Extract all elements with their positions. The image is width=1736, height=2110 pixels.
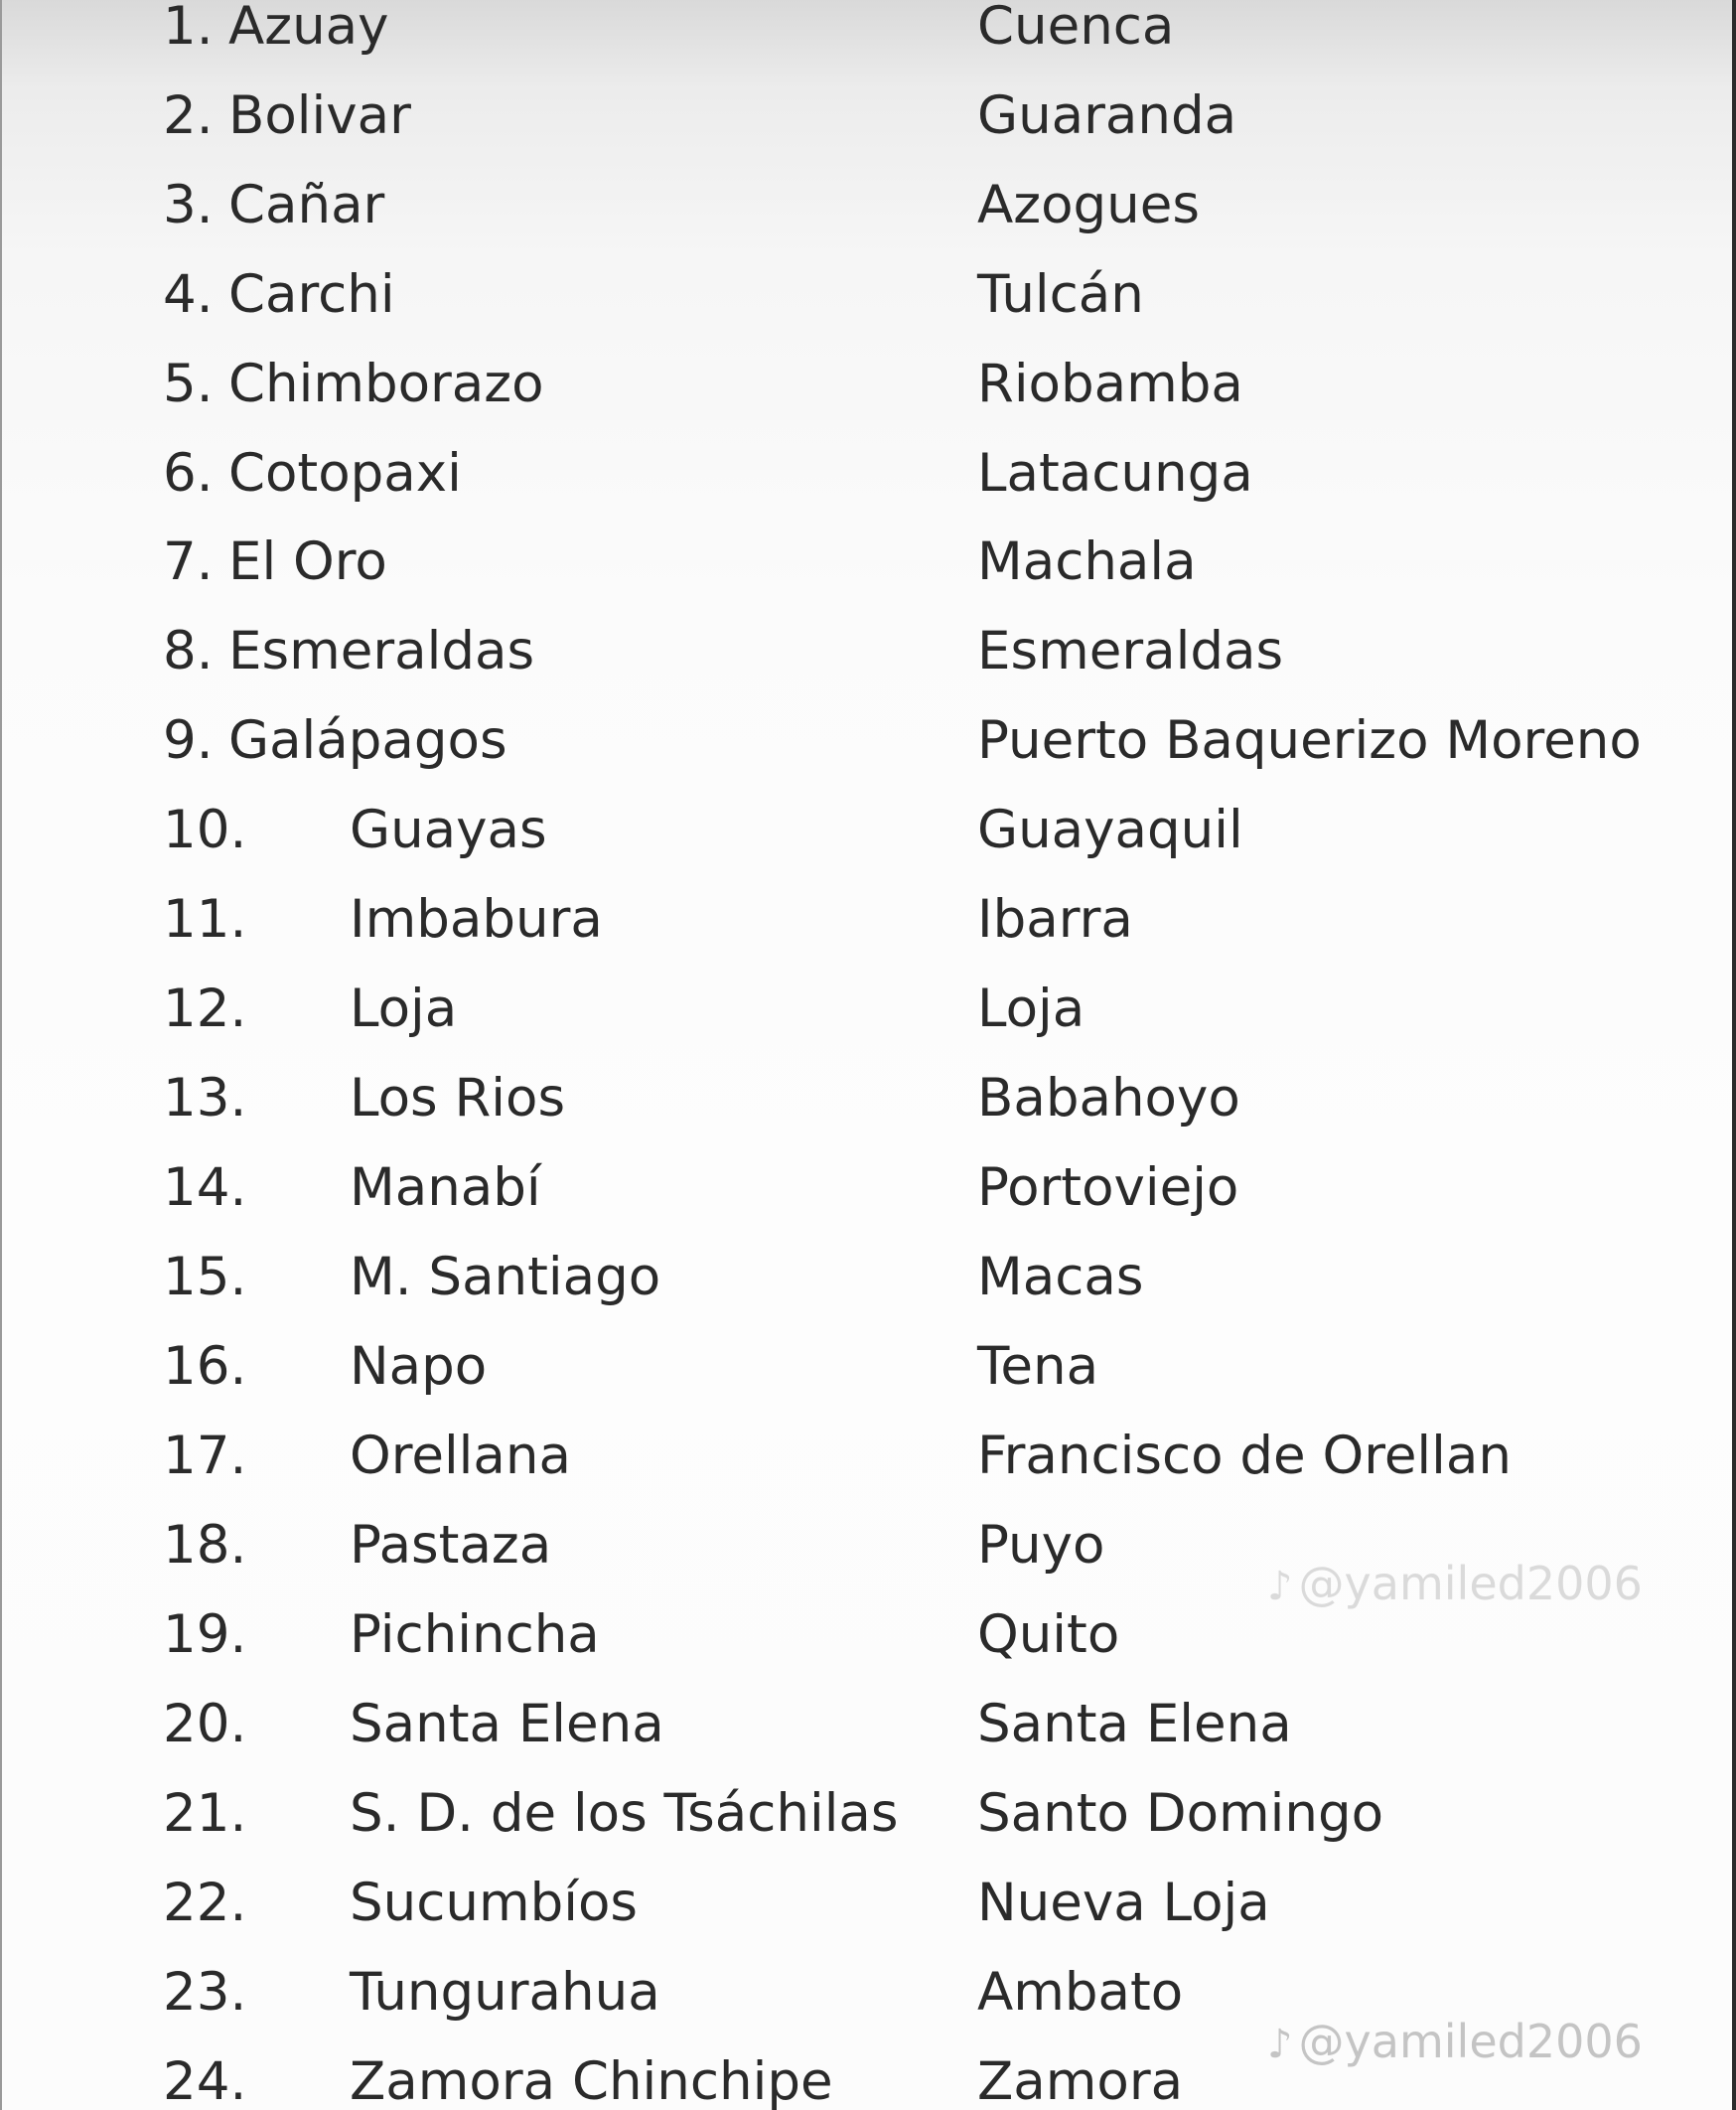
list-item xyxy=(0,518,1736,607)
item-number: 2. xyxy=(163,85,214,146)
item-number: 16. xyxy=(163,1336,247,1397)
list-item xyxy=(0,0,1736,72)
list-item xyxy=(0,1680,1736,1769)
tiktok-icon: ♪ xyxy=(1267,2022,1293,2067)
item-number: 11. xyxy=(163,889,247,950)
province-name: Cotopaxi xyxy=(228,443,462,504)
list-item xyxy=(0,875,1736,965)
province-name: Galápagos xyxy=(228,710,507,771)
province-name: El Oro xyxy=(228,531,387,592)
item-number: 4. xyxy=(163,264,214,325)
item-number: 24. xyxy=(163,2051,247,2110)
list-item xyxy=(0,72,1736,161)
item-number: 6. xyxy=(163,443,214,504)
capital-name: Nueva Loja xyxy=(977,1873,1270,1933)
capital-name: Babahoyo xyxy=(977,1068,1240,1129)
list-item xyxy=(0,1233,1736,1322)
capital-name: Portoviejo xyxy=(977,1157,1239,1218)
capital-name: Macas xyxy=(977,1247,1144,1307)
capital-name: Santo Domingo xyxy=(977,1783,1384,1844)
item-number: 1. xyxy=(163,0,214,57)
list-item xyxy=(0,1143,1736,1233)
capital-name: Riobamba xyxy=(977,354,1243,414)
province-name: Cañar xyxy=(228,175,385,235)
item-number: 8. xyxy=(163,621,214,681)
item-number: 7. xyxy=(163,531,214,592)
list-item xyxy=(0,1322,1736,1412)
item-number: 21. xyxy=(163,1783,247,1844)
list-item xyxy=(0,1859,1736,1948)
item-number: 22. xyxy=(163,1873,247,1933)
capital-name: Puyo xyxy=(977,1515,1105,1576)
item-number: 5. xyxy=(163,354,214,414)
item-number: 13. xyxy=(163,1068,247,1129)
item-number: 3. xyxy=(163,175,214,235)
province-name: Los Rios xyxy=(350,1068,566,1129)
province-name: Azuay xyxy=(228,0,389,57)
capital-name: Quito xyxy=(977,1604,1120,1665)
item-number: 9. xyxy=(163,710,214,771)
capital-name: Santa Elena xyxy=(977,1694,1292,1754)
tiktok-watermark xyxy=(1267,1557,1643,1610)
province-name: Sucumbíos xyxy=(350,1873,638,1933)
province-name: S. D. de los Tsáchilas xyxy=(350,1783,899,1844)
province-name: Pichincha xyxy=(350,1604,600,1665)
capital-name: Cuenca xyxy=(977,0,1175,57)
capital-name: Latacunga xyxy=(977,443,1253,504)
province-name: Esmeraldas xyxy=(228,621,535,681)
capital-name: Tena xyxy=(977,1336,1099,1397)
province-name: Manabí xyxy=(350,1157,541,1218)
list-item xyxy=(0,1769,1736,1859)
tiktok-icon: ♪ xyxy=(1267,1564,1293,1609)
list-item xyxy=(0,250,1736,340)
item-number: 15. xyxy=(163,1247,247,1307)
capital-name: Tulcán xyxy=(977,264,1144,325)
province-name: Guayas xyxy=(350,800,547,860)
item-number: 20. xyxy=(163,1694,247,1754)
list-item xyxy=(0,429,1736,519)
capital-name: Ibarra xyxy=(977,889,1133,950)
province-name: Imbabura xyxy=(350,889,603,950)
list-item xyxy=(0,607,1736,696)
province-name: Napo xyxy=(350,1336,488,1397)
list-item xyxy=(0,965,1736,1054)
watermark-handle: @yamiled2006 xyxy=(1298,2015,1643,2068)
province-name: Loja xyxy=(350,979,458,1039)
list-item xyxy=(0,1412,1736,1501)
item-number: 14. xyxy=(163,1157,247,1218)
capital-name: Loja xyxy=(977,979,1085,1039)
item-number: 18. xyxy=(163,1515,247,1576)
province-name: Pastaza xyxy=(350,1515,552,1576)
item-number: 12. xyxy=(163,979,247,1039)
watermark-handle: @yamiled2006 xyxy=(1298,1557,1643,1610)
item-number: 23. xyxy=(163,1962,247,2023)
province-name: Santa Elena xyxy=(350,1694,664,1754)
list-item xyxy=(0,696,1736,786)
capital-name: Zamora xyxy=(977,2051,1184,2110)
province-name: Bolivar xyxy=(228,85,411,146)
capital-name: Puerto Baquerizo Moreno xyxy=(977,710,1642,771)
list-item xyxy=(0,786,1736,875)
list-item xyxy=(0,161,1736,250)
right-edge-border xyxy=(1732,0,1736,2110)
tiktok-watermark xyxy=(1267,2015,1643,2068)
item-number: 10. xyxy=(163,800,247,860)
capital-name: Azogues xyxy=(977,175,1200,235)
province-name: Zamora Chinchipe xyxy=(350,2051,833,2110)
list-item xyxy=(0,340,1736,429)
province-name: Orellana xyxy=(350,1426,571,1486)
province-name: Carchi xyxy=(228,264,395,325)
item-number: 17. xyxy=(163,1426,247,1486)
province-name: Chimborazo xyxy=(228,354,544,414)
capital-name: Guaranda xyxy=(977,85,1237,146)
province-name: Tungurahua xyxy=(350,1962,660,2023)
list-item xyxy=(0,1054,1736,1143)
capital-name: Ambato xyxy=(977,1962,1184,2023)
province-name: M. Santiago xyxy=(350,1247,661,1307)
capital-name: Francisco de Orellan xyxy=(977,1426,1512,1486)
capital-name: Esmeraldas xyxy=(977,621,1284,681)
item-number: 19. xyxy=(163,1604,247,1665)
capital-name: Guayaquil xyxy=(977,800,1243,860)
capital-name: Machala xyxy=(977,531,1197,592)
